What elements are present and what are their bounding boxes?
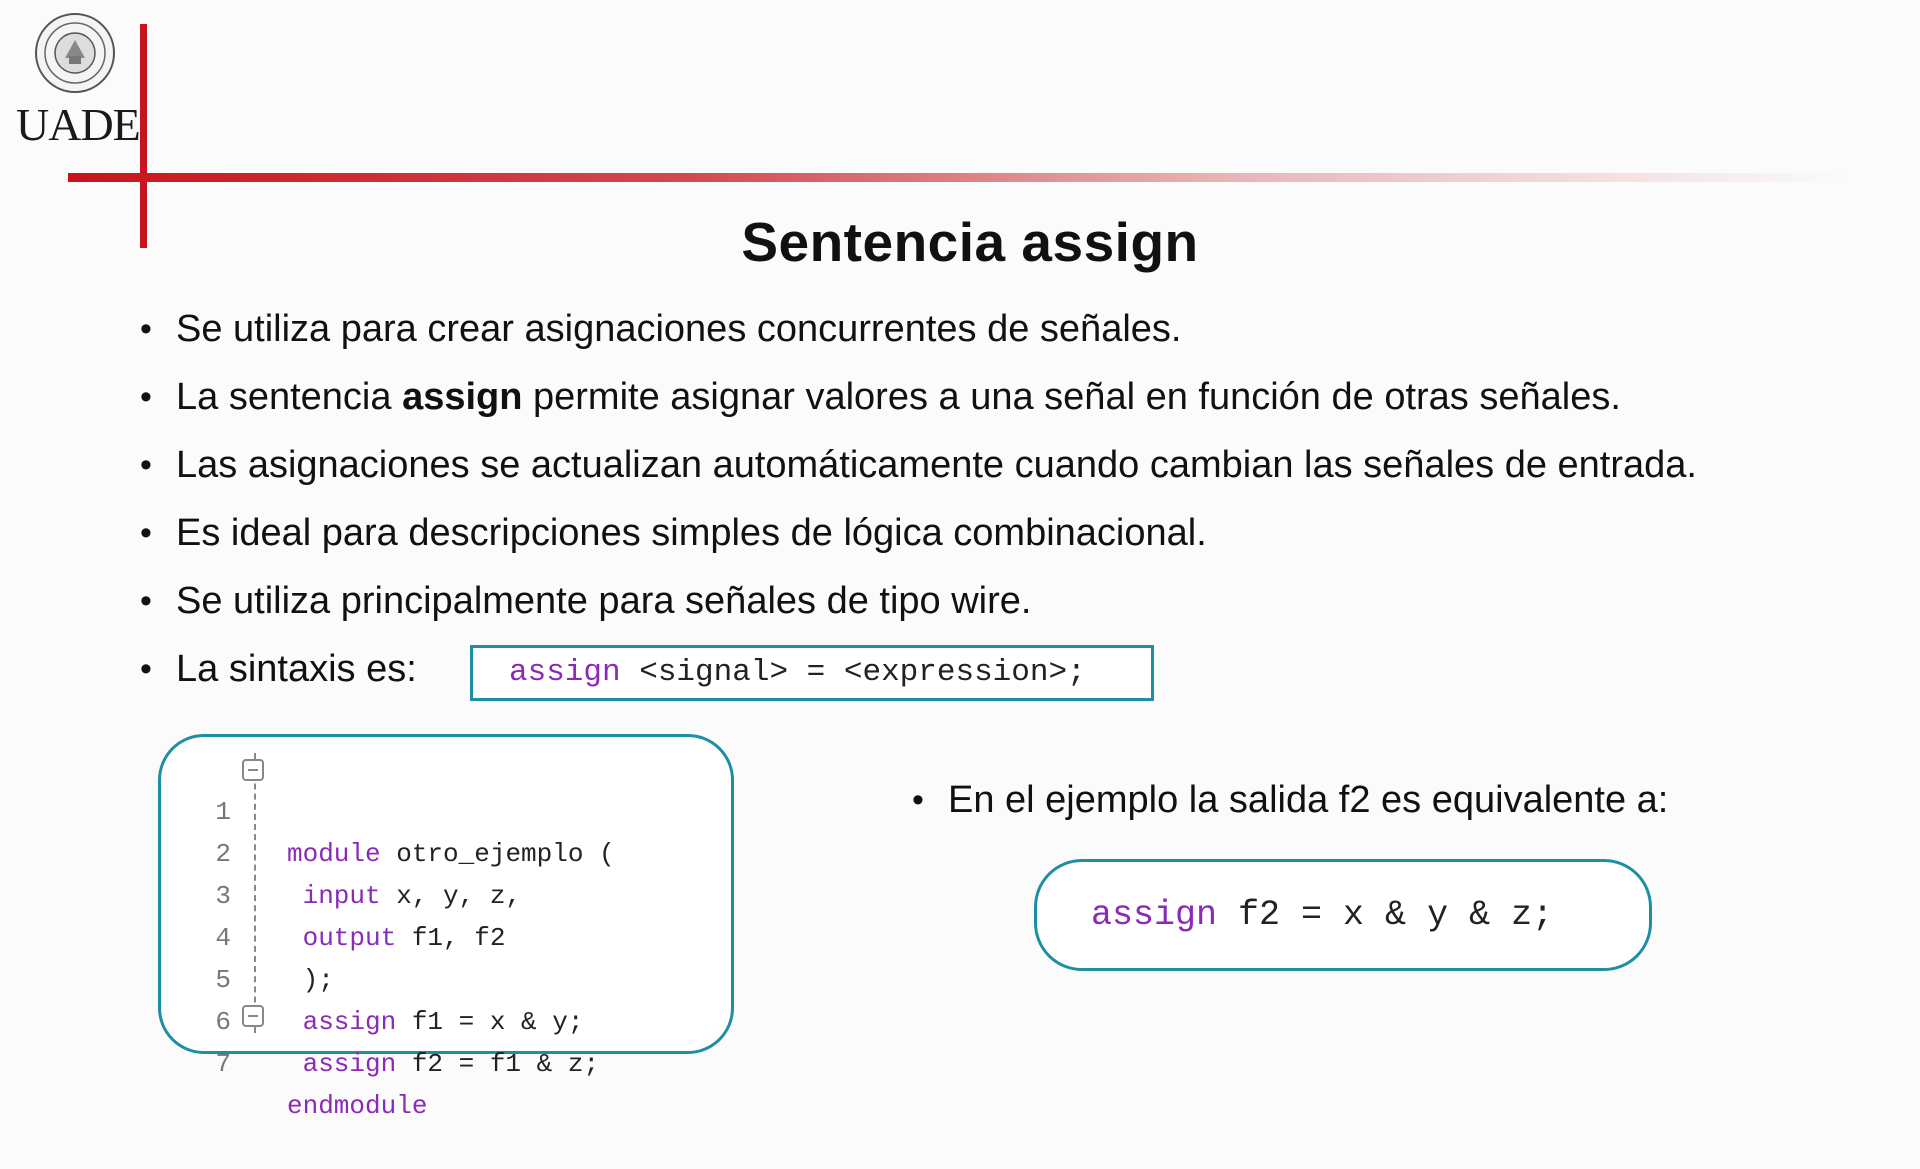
bullet-item xyxy=(140,504,1697,572)
syntax-box xyxy=(470,645,1154,701)
code-text: f1, f2 xyxy=(396,923,506,953)
bullet-item xyxy=(140,300,1697,368)
code-text: f1 = x & y; xyxy=(396,1007,584,1037)
code-text: otro_ejemplo ( xyxy=(380,839,615,869)
code-line xyxy=(161,917,731,1037)
code-text: ); xyxy=(287,965,334,995)
line-number: 7 xyxy=(215,1049,231,1079)
uade-logo-text: UADE xyxy=(16,99,140,150)
bullet-text: La sintaxis es: xyxy=(176,648,417,690)
code-keyword: module xyxy=(287,839,381,869)
code-keyword: endmodule xyxy=(287,1091,428,1121)
equivalent-keyword: assign xyxy=(1091,895,1218,935)
bullet-item xyxy=(140,368,1697,436)
bullet-text: Es ideal para descripciones simples de lógica combinacional. xyxy=(176,512,1207,554)
line-number: 6 xyxy=(215,1007,231,1037)
red-horizontal-line xyxy=(68,173,1848,182)
line-number: 3 xyxy=(215,881,231,911)
syntax-keyword: assign xyxy=(509,655,621,690)
bullet-text: Las asignaciones se actualizan automáticamente cuando cambian las señales de entrada. xyxy=(176,444,1697,486)
code-text: f2 = f1 & z; xyxy=(396,1049,600,1079)
bullet-item xyxy=(140,572,1697,640)
line-number: 2 xyxy=(215,839,231,869)
code-keyword: assign xyxy=(287,1049,397,1079)
equivalent-expression-box xyxy=(1034,859,1652,971)
bullet-text: Se utiliza para crear asignaciones concurrentes de señales. xyxy=(176,308,1182,350)
university-seal-logo xyxy=(34,12,116,94)
bullet-text: permite asignar valores a una señal en función de otras señales. xyxy=(522,376,1621,418)
bullet-text: La sentencia xyxy=(176,376,403,418)
syntax-rest: <signal> = <expression>; xyxy=(620,655,1086,690)
line-number: 5 xyxy=(215,965,231,995)
line-number: 1 xyxy=(215,797,231,827)
side-bullet-text: • En el ejemplo la salida f2 es equivalente a: xyxy=(912,772,1668,828)
code-keyword: assign xyxy=(287,1007,397,1037)
bullet-keyword-bold: assign xyxy=(402,376,523,418)
code-text: x, y, z, xyxy=(380,881,522,911)
code-keyword: output xyxy=(287,923,397,953)
line-number: 4 xyxy=(215,923,231,953)
equivalent-rest: f2 = x & y & z; xyxy=(1217,895,1554,935)
slide-title: Sentencia assign xyxy=(741,211,1199,273)
bullet-item xyxy=(140,436,1697,504)
bullet-text: Se utiliza principalmente para señales de tipo wire. xyxy=(176,580,1032,622)
code-keyword: input xyxy=(287,881,381,911)
code-example-box xyxy=(158,734,734,1121)
code-line xyxy=(161,749,731,869)
